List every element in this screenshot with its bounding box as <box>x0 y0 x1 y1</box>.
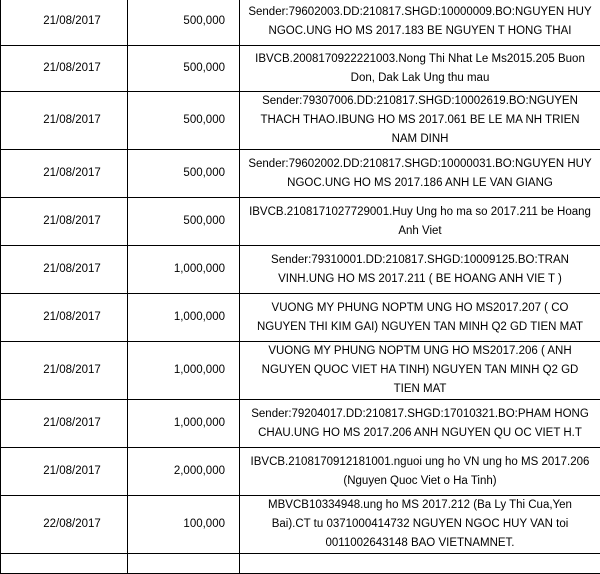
description-cell: MBVCB10334948.ung ho MS 2017.212 (Ba Ly Thi Cua,Yen Bai).CT tu 0371000414732 NGUYEN NGOC HUY VAN toi 0011002643148 BAO VIETNAMNET. <box>240 496 600 554</box>
amount-cell: 1,000,000 <box>128 342 240 400</box>
description-cell: IBVCB.2108171027729001.Huy Ung ho ma so 2017.211 be Hoang Anh Viet <box>240 198 600 246</box>
table-row <box>1 342 600 400</box>
amount-cell: 500,000 <box>128 92 240 150</box>
date-cell: 21/08/2017 <box>1 400 128 448</box>
date-cell: 21/08/2017 <box>1 46 128 92</box>
table-row-partial <box>1 554 600 574</box>
description-cell: Sender:79310001.DD:210817.SHGD:10009125.BO:TRAN VINH.UNG HO MS 2017.211 ( BE HOANG ANH VIE T ) <box>240 246 600 294</box>
table-row <box>1 496 600 554</box>
table-row <box>1 294 600 342</box>
date-cell-empty <box>1 554 128 574</box>
table-row <box>1 46 600 92</box>
description-cell: IBVCB.2008170922221003.Nong Thi Nhat Le Ms2015.205 Buon Don, Dak Lak Ung thu mau <box>240 46 600 92</box>
amount-cell: 1,000,000 <box>128 246 240 294</box>
amount-cell: 500,000 <box>128 46 240 92</box>
table-row <box>1 150 600 198</box>
table-row <box>1 198 600 246</box>
amount-cell: 100,000 <box>128 496 240 554</box>
date-cell: 21/08/2017 <box>1 342 128 400</box>
amount-cell: 1,000,000 <box>128 400 240 448</box>
amount-cell-empty <box>128 554 240 574</box>
date-cell: 21/08/2017 <box>1 92 128 150</box>
amount-cell: 2,000,000 <box>128 448 240 496</box>
table-row <box>1 448 600 496</box>
amount-cell: 500,000 <box>128 0 240 46</box>
donation-table-body <box>1 0 600 574</box>
date-cell: 21/08/2017 <box>1 294 128 342</box>
date-cell: 21/08/2017 <box>1 150 128 198</box>
date-cell: 21/08/2017 <box>1 448 128 496</box>
table-row <box>1 400 600 448</box>
description-cell: Sender:79307006.DD:210817.SHGD:10002619.BO:NGUYEN THACH THAO.IBUNG HO MS 2017.061 BE LE MA NH TRIEN NAM DINH <box>240 92 600 150</box>
description-cell: Sender:79204017.DD:210817.SHGD:17010321.BO:PHAM HONG CHAU.UNG HO MS 2017.206 ANH NGUYEN QU OC VIET H.T <box>240 400 600 448</box>
description-cell-empty <box>240 554 600 574</box>
description-cell: VUONG MY PHUNG NOPTM UNG HO MS2017.207 ( CO NGUYEN THI KIM GAI) NGUYEN TAN MINH Q2 GD TIEN MAT <box>240 294 600 342</box>
amount-cell: 500,000 <box>128 198 240 246</box>
date-cell: 22/08/2017 <box>1 496 128 554</box>
table-row <box>1 92 600 150</box>
date-cell: 21/08/2017 <box>1 246 128 294</box>
amount-cell: 1,000,000 <box>128 294 240 342</box>
description-cell: VUONG MY PHUNG NOPTM UNG HO MS2017.206 ( ANH NGUYEN QUOC VIET HA TINH) NGUYEN TAN MINH Q2 GD TIEN MAT <box>240 342 600 400</box>
table-row <box>1 0 600 46</box>
date-cell: 21/08/2017 <box>1 198 128 246</box>
amount-cell: 500,000 <box>128 150 240 198</box>
date-cell: 21/08/2017 <box>1 0 128 46</box>
table-row <box>1 246 600 294</box>
description-cell: Sender:79602002.DD:210817.SHGD:10000031.BO:NGUYEN HUY NGOC.UNG HO MS 2017.186 ANH LE VAN GIANG <box>240 150 600 198</box>
description-cell: Sender:79602003.DD:210817.SHGD:10000009.BO:NGUYEN HUY NGOC.UNG HO MS 2017.183 BE NGUYEN T HONG THAI <box>240 0 600 46</box>
description-cell: IBVCB.2108170912181001.nguoi ung ho VN ung ho MS 2017.206 (Nguyen Quoc Viet o Ha Tinh) <box>240 448 600 496</box>
